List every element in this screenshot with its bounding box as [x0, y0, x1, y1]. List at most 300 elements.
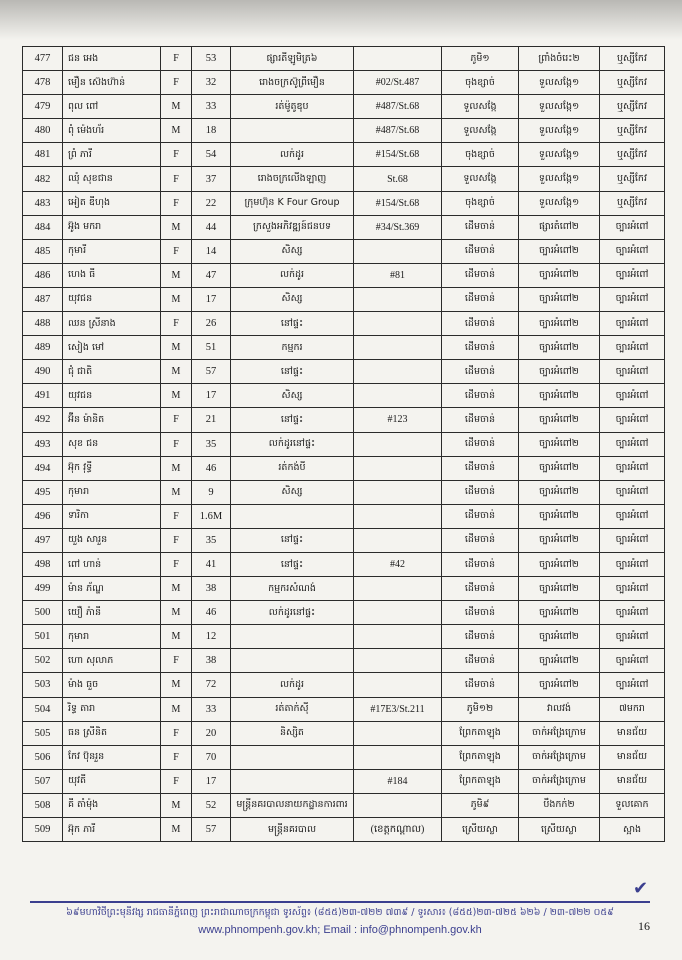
village-cell: ដើមចាន់ — [442, 287, 519, 311]
person-name-cell: ម៉ាន ភ័ណ្ឌ — [63, 577, 161, 601]
occupation-cell: រត់កង់បី — [231, 456, 354, 480]
district-cell: ច្បារអំពៅ — [600, 577, 665, 601]
table-row — [23, 47, 665, 71]
village-cell: ដើមចាន់ — [442, 601, 519, 625]
sex-cell: F — [161, 71, 192, 95]
row-number-cell: 481 — [23, 143, 63, 167]
village-cell: ចុងខ្សាច់ — [442, 143, 519, 167]
sex-cell: F — [161, 721, 192, 745]
occupation-cell: ក្រសួងអភិវឌ្ឍន៍ជនបទ — [231, 215, 354, 239]
sex-cell: M — [161, 697, 192, 721]
village-cell: ដើមចាន់ — [442, 649, 519, 673]
occupation-cell: សិស្ស — [231, 239, 354, 263]
row-number-cell: 501 — [23, 625, 63, 649]
occupation-cell: លក់ដូរ — [231, 143, 354, 167]
address-cell — [354, 336, 442, 360]
row-number-cell: 498 — [23, 552, 63, 576]
person-name-cell: អៀត ឌីហុង — [63, 191, 161, 215]
table-row — [23, 239, 665, 263]
table-row — [23, 577, 665, 601]
age-cell: 17 — [192, 769, 231, 793]
table-row — [23, 504, 665, 528]
village-cell: ដើមចាន់ — [442, 577, 519, 601]
row-number-cell: 500 — [23, 601, 63, 625]
person-name-cell: អ៊ុក ភារី — [63, 818, 161, 842]
occupation-cell: នៅផ្ទះ — [231, 408, 354, 432]
village-cell: ដើមចាន់ — [442, 239, 519, 263]
row-number-cell: 506 — [23, 745, 63, 769]
commune-cell: ច្បារអំពៅ២ — [519, 480, 600, 504]
address-cell: #487/St.68 — [354, 119, 442, 143]
address-cell — [354, 47, 442, 71]
district-cell: ៧មករា — [600, 697, 665, 721]
age-cell: 51 — [192, 336, 231, 360]
age-cell: 22 — [192, 191, 231, 215]
district-cell: ច្បារអំពៅ — [600, 552, 665, 576]
district-cell: ច្បារអំពៅ — [600, 263, 665, 287]
table-row — [23, 360, 665, 384]
district-cell: ច្បារអំពៅ — [600, 215, 665, 239]
village-cell: ដើមចាន់ — [442, 336, 519, 360]
sex-cell: M — [161, 263, 192, 287]
village-cell: ភូមិ១២ — [442, 697, 519, 721]
commune-cell: ច្បារអំពៅ២ — [519, 336, 600, 360]
case-table — [22, 46, 665, 842]
row-number-cell: 489 — [23, 336, 63, 360]
address-cell — [354, 384, 442, 408]
table-row — [23, 432, 665, 456]
person-name-cell: មឿន ស៊េងហ៊ាន់ — [63, 71, 161, 95]
row-number-cell: 488 — [23, 312, 63, 336]
occupation-cell: នៅផ្ទះ — [231, 312, 354, 336]
person-name-cell: ជន អេង — [63, 47, 161, 71]
address-cell: #42 — [354, 552, 442, 576]
person-name-cell: កុមារី — [63, 239, 161, 263]
person-name-cell: រិទ្ធ តារា — [63, 697, 161, 721]
person-name-cell: អ៊ូង មករា — [63, 215, 161, 239]
row-number-cell: 502 — [23, 649, 63, 673]
sex-cell: M — [161, 119, 192, 143]
district-cell: ច្បារអំពៅ — [600, 312, 665, 336]
page-number: 16 — [638, 919, 650, 933]
person-name-cell: យឿ ភ៉ានី — [63, 601, 161, 625]
village-cell: ភូមិ៩ — [442, 793, 519, 817]
age-cell: 35 — [192, 528, 231, 552]
sex-cell: M — [161, 384, 192, 408]
address-cell: #81 — [354, 263, 442, 287]
sex-cell: F — [161, 47, 192, 71]
occupation-cell: និស្សិត — [231, 721, 354, 745]
commune-cell: ចាក់អង្រែក្រោម — [519, 769, 600, 793]
district-cell: ទួលគោក — [600, 793, 665, 817]
table-row — [23, 673, 665, 697]
village-cell: ដើមចាន់ — [442, 504, 519, 528]
occupation-cell: នៅផ្ទះ — [231, 360, 354, 384]
row-number-cell: 505 — [23, 721, 63, 745]
district-cell: ច្បារអំពៅ — [600, 625, 665, 649]
row-number-cell: 504 — [23, 697, 63, 721]
sex-cell: M — [161, 480, 192, 504]
sex-cell: F — [161, 408, 192, 432]
commune-cell: វាលវង់ — [519, 697, 600, 721]
district-cell: ច្បារអំពៅ — [600, 360, 665, 384]
table-row — [23, 745, 665, 769]
village-cell: ព្រែកតាឡុង — [442, 721, 519, 745]
commune-cell: ច្បារអំពៅ២ — [519, 312, 600, 336]
district-cell: ច្បារអំពៅ — [600, 239, 665, 263]
village-cell: ដើមចាន់ — [442, 384, 519, 408]
address-cell — [354, 432, 442, 456]
commune-cell: ទួលសង្កែ១ — [519, 191, 600, 215]
row-number-cell: 486 — [23, 263, 63, 287]
age-cell: 46 — [192, 456, 231, 480]
village-cell: ដើមចាន់ — [442, 215, 519, 239]
commune-cell: ច្បារអំពៅ២ — [519, 456, 600, 480]
occupation-cell: កម្មករសំណង់ — [231, 577, 354, 601]
village-cell: ទួលសង្កែ — [442, 119, 519, 143]
table-row — [23, 456, 665, 480]
age-cell: 41 — [192, 552, 231, 576]
table-row — [23, 95, 665, 119]
commune-cell: ច្បារអំពៅ២ — [519, 263, 600, 287]
occupation-cell — [231, 504, 354, 528]
table-row — [23, 601, 665, 625]
address-cell: #487/St.68 — [354, 95, 442, 119]
row-number-cell: 499 — [23, 577, 63, 601]
village-cell: ចុងខ្សាច់ — [442, 191, 519, 215]
person-name-cell: កែវ ប៊ុនរួន — [63, 745, 161, 769]
person-name-cell: ព្រំ ភារី — [63, 143, 161, 167]
sex-cell: F — [161, 312, 192, 336]
person-name-cell: ពុល ពៅ — [63, 95, 161, 119]
table-row — [23, 649, 665, 673]
sex-cell: M — [161, 95, 192, 119]
commune-cell: ច្បារអំពៅ២ — [519, 239, 600, 263]
person-name-cell: កុមារា — [63, 480, 161, 504]
person-name-cell: អ៊ីន ម៉ានិត — [63, 408, 161, 432]
district-cell: ច្បារអំពៅ — [600, 649, 665, 673]
district-cell: ឬស្សីកែវ — [600, 71, 665, 95]
age-cell: 1.6M — [192, 504, 231, 528]
district-cell: ឬស្សីកែវ — [600, 47, 665, 71]
age-cell: 37 — [192, 167, 231, 191]
occupation-cell: កម្មករ — [231, 336, 354, 360]
occupation-cell: មន្ត្រីនគរបាល — [231, 818, 354, 842]
village-cell: ដើមចាន់ — [442, 312, 519, 336]
address-cell — [354, 721, 442, 745]
address-cell — [354, 504, 442, 528]
commune-cell: ទួលសង្កែ១ — [519, 95, 600, 119]
commune-cell: ចាក់អង្រែក្រោម — [519, 721, 600, 745]
row-number-cell: 492 — [23, 408, 63, 432]
occupation-cell: ផ្សារតីឡូមិត្រ៦ — [231, 47, 354, 71]
village-cell: ដើមចាន់ — [442, 673, 519, 697]
district-cell: ច្បារអំពៅ — [600, 528, 665, 552]
address-cell — [354, 360, 442, 384]
row-number-cell: 491 — [23, 384, 63, 408]
age-cell: 21 — [192, 408, 231, 432]
person-name-cell: សុខ ជន — [63, 432, 161, 456]
commune-cell: ច្បារអំពៅ២ — [519, 384, 600, 408]
address-cell — [354, 625, 442, 649]
person-name-cell: យុវជន — [63, 384, 161, 408]
age-cell: 18 — [192, 119, 231, 143]
person-name-cell: សៀង មៅ — [63, 336, 161, 360]
sex-cell: M — [161, 287, 192, 311]
address-cell — [354, 793, 442, 817]
footer-divider — [30, 901, 650, 903]
commune-cell: ច្បារអំពៅ២ — [519, 287, 600, 311]
district-cell: ច្បារអំពៅ — [600, 432, 665, 456]
district-cell: ច្បារអំពៅ — [600, 456, 665, 480]
address-cell — [354, 673, 442, 697]
row-number-cell: 484 — [23, 215, 63, 239]
address-cell: #184 — [354, 769, 442, 793]
village-cell: ដើមចាន់ — [442, 408, 519, 432]
age-cell: 57 — [192, 360, 231, 384]
row-number-cell: 503 — [23, 673, 63, 697]
row-number-cell: 507 — [23, 769, 63, 793]
occupation-cell — [231, 769, 354, 793]
row-number-cell: 482 — [23, 167, 63, 191]
table-row — [23, 336, 665, 360]
sex-cell: M — [161, 793, 192, 817]
table-row — [23, 528, 665, 552]
commune-cell: ទួលសង្កែ១ — [519, 167, 600, 191]
check-mark-logo-icon: ✔ — [633, 878, 649, 899]
address-cell: St.68 — [354, 167, 442, 191]
commune-cell: ច្បារអំពៅ២ — [519, 408, 600, 432]
commune-cell: ច្បារអំពៅ២ — [519, 649, 600, 673]
village-cell: ដើមចាន់ — [442, 360, 519, 384]
address-cell — [354, 287, 442, 311]
age-cell: 12 — [192, 625, 231, 649]
occupation-cell: ក្រុមហ៊ុន K Four Group — [231, 191, 354, 215]
person-name-cell: យុវតី — [63, 769, 161, 793]
village-cell: ព្រែកតាឡុង — [442, 769, 519, 793]
village-cell: ទួលសង្កែ — [442, 167, 519, 191]
commune-cell: ច្បារអំពៅ២ — [519, 673, 600, 697]
table-row — [23, 287, 665, 311]
age-cell: 17 — [192, 287, 231, 311]
sex-cell: M — [161, 360, 192, 384]
address-cell — [354, 601, 442, 625]
address-cell — [354, 528, 442, 552]
age-cell: 35 — [192, 432, 231, 456]
village-cell: ដើមចាន់ — [442, 625, 519, 649]
age-cell: 46 — [192, 601, 231, 625]
village-cell: ភូមិ១ — [442, 47, 519, 71]
village-cell: ស្រើយស្លា — [442, 818, 519, 842]
address-cell: #02/St.487 — [354, 71, 442, 95]
occupation-cell — [231, 649, 354, 673]
sex-cell: F — [161, 745, 192, 769]
sex-cell: F — [161, 191, 192, 215]
occupation-cell: នៅផ្ទះ — [231, 528, 354, 552]
sex-cell: M — [161, 625, 192, 649]
person-name-cell: កុមារា — [63, 625, 161, 649]
commune-cell: ផ្សារតំពៅ២ — [519, 215, 600, 239]
district-cell: ឬស្សីកែវ — [600, 95, 665, 119]
address-cell — [354, 745, 442, 769]
occupation-cell — [231, 625, 354, 649]
address-cell: #123 — [354, 408, 442, 432]
age-cell: 70 — [192, 745, 231, 769]
district-cell: ឬស្សីកែវ — [600, 191, 665, 215]
district-cell: ឬស្សីកែវ — [600, 143, 665, 167]
occupation-cell: សិស្ស — [231, 287, 354, 311]
age-cell: 26 — [192, 312, 231, 336]
commune-cell: ច្បារអំពៅ២ — [519, 360, 600, 384]
row-number-cell: 490 — [23, 360, 63, 384]
district-cell: ច្បារអំពៅ — [600, 336, 665, 360]
sex-cell: M — [161, 336, 192, 360]
age-cell: 38 — [192, 577, 231, 601]
commune-cell: ច្បារអំពៅ២ — [519, 528, 600, 552]
commune-cell: ច្បារអំពៅ២ — [519, 552, 600, 576]
occupation-cell: មន្ត្រីនគរបាលនាយកដ្ឋានការពារ — [231, 793, 354, 817]
page-shadow — [0, 0, 682, 40]
row-number-cell: 485 — [23, 239, 63, 263]
table-row — [23, 793, 665, 817]
sex-cell: M — [161, 456, 192, 480]
table-row — [23, 215, 665, 239]
sex-cell: M — [161, 601, 192, 625]
district-cell: ច្បារអំពៅ — [600, 384, 665, 408]
person-name-cell: ម៉ាង ធួច — [63, 673, 161, 697]
sex-cell: F — [161, 504, 192, 528]
district-cell: ច្បារអំពៅ — [600, 601, 665, 625]
age-cell: 57 — [192, 818, 231, 842]
address-cell: #154/St.68 — [354, 191, 442, 215]
commune-cell: ច្បារអំពៅ២ — [519, 504, 600, 528]
footer-contact: www.phnompenh.gov.kh; Email : info@phnompenh.gov.kh — [198, 924, 482, 936]
table-body — [23, 47, 665, 842]
village-cell: ដើមចាន់ — [442, 456, 519, 480]
occupation-cell: លក់ដូរ — [231, 263, 354, 287]
row-number-cell: 497 — [23, 528, 63, 552]
occupation-cell: រោងចក្រស៊ូព្រីមឿន — [231, 71, 354, 95]
table-row — [23, 167, 665, 191]
sex-cell: F — [161, 649, 192, 673]
commune-cell: ទួលសង្កែ១ — [519, 119, 600, 143]
occupation-cell: លក់ដូរនៅផ្ទះ — [231, 601, 354, 625]
row-number-cell: 509 — [23, 818, 63, 842]
district-cell: ស្អាង — [600, 818, 665, 842]
district-cell: មានជ័យ — [600, 769, 665, 793]
table-row — [23, 312, 665, 336]
age-cell: 20 — [192, 721, 231, 745]
sex-cell: F — [161, 528, 192, 552]
age-cell: 53 — [192, 47, 231, 71]
age-cell: 14 — [192, 239, 231, 263]
district-cell: ច្បារអំពៅ — [600, 673, 665, 697]
address-cell — [354, 312, 442, 336]
person-name-cell: ជុំ ជាតិ — [63, 360, 161, 384]
commune-cell: ស្រើយស្លា — [519, 818, 600, 842]
row-number-cell: 494 — [23, 456, 63, 480]
occupation-cell: លក់ដូរនៅផ្ទះ — [231, 432, 354, 456]
district-cell: មានជ័យ — [600, 745, 665, 769]
age-cell: 33 — [192, 95, 231, 119]
person-name-cell: ហោ សុលាភ — [63, 649, 161, 673]
person-name-cell: យួង សារួន — [63, 528, 161, 552]
sex-cell: F — [161, 167, 192, 191]
sex-cell: F — [161, 552, 192, 576]
age-cell: 32 — [192, 71, 231, 95]
village-cell: ដើមចាន់ — [442, 480, 519, 504]
commune-cell: ច្បារអំពៅ២ — [519, 432, 600, 456]
address-cell: #154/St.68 — [354, 143, 442, 167]
district-cell: មានជ័យ — [600, 721, 665, 745]
table-row — [23, 191, 665, 215]
age-cell: 47 — [192, 263, 231, 287]
commune-cell: ទួលសង្កែ១ — [519, 143, 600, 167]
age-cell: 38 — [192, 649, 231, 673]
sex-cell: M — [161, 577, 192, 601]
table-row — [23, 408, 665, 432]
sex-cell: M — [161, 818, 192, 842]
row-number-cell: 496 — [23, 504, 63, 528]
address-cell — [354, 649, 442, 673]
district-cell: ច្បារអំពៅ — [600, 480, 665, 504]
person-name-cell: ឈុំ សុខជាន — [63, 167, 161, 191]
commune-cell: ច្បារអំពៅ២ — [519, 625, 600, 649]
person-name-cell: គី តាំម៉ុង — [63, 793, 161, 817]
person-name-cell: ហេង ធី — [63, 263, 161, 287]
person-name-cell: ធន ស្រីនិត — [63, 721, 161, 745]
address-cell: (ខេត្តកណ្តាល) — [354, 818, 442, 842]
person-name-cell: ឈន ស្រីនាង — [63, 312, 161, 336]
age-cell: 44 — [192, 215, 231, 239]
table-row — [23, 697, 665, 721]
occupation-cell: សិស្ស — [231, 480, 354, 504]
address-cell: #34/St.369 — [354, 215, 442, 239]
address-cell — [354, 456, 442, 480]
age-cell: 52 — [192, 793, 231, 817]
table-row — [23, 721, 665, 745]
district-cell: ច្បារអំពៅ — [600, 504, 665, 528]
sex-cell: M — [161, 673, 192, 697]
occupation-cell — [231, 119, 354, 143]
village-cell: ដើមចាន់ — [442, 552, 519, 576]
village-cell: ព្រែកតាឡុង — [442, 745, 519, 769]
table-row — [23, 263, 665, 287]
table-row — [23, 119, 665, 143]
occupation-cell — [231, 745, 354, 769]
row-number-cell: 495 — [23, 480, 63, 504]
occupation-cell: លក់ដូរ — [231, 673, 354, 697]
age-cell: 9 — [192, 480, 231, 504]
address-cell — [354, 577, 442, 601]
age-cell: 54 — [192, 143, 231, 167]
row-number-cell: 478 — [23, 71, 63, 95]
table-row — [23, 552, 665, 576]
sex-cell: F — [161, 239, 192, 263]
row-number-cell: 477 — [23, 47, 63, 71]
age-cell: 17 — [192, 384, 231, 408]
row-number-cell: 479 — [23, 95, 63, 119]
table-row — [23, 143, 665, 167]
person-name-cell: អ៊ុក វុទ្ធី — [63, 456, 161, 480]
sex-cell: F — [161, 143, 192, 167]
occupation-cell: រោងចក្រលើងឡាញ — [231, 167, 354, 191]
person-name-cell: ពៅ ហាន់ — [63, 552, 161, 576]
occupation-cell: នៅផ្ទះ — [231, 552, 354, 576]
village-cell: ចុងខ្សាច់ — [442, 71, 519, 95]
document-sheet — [22, 46, 664, 842]
commune-cell: ទួលសង្កែ១ — [519, 71, 600, 95]
